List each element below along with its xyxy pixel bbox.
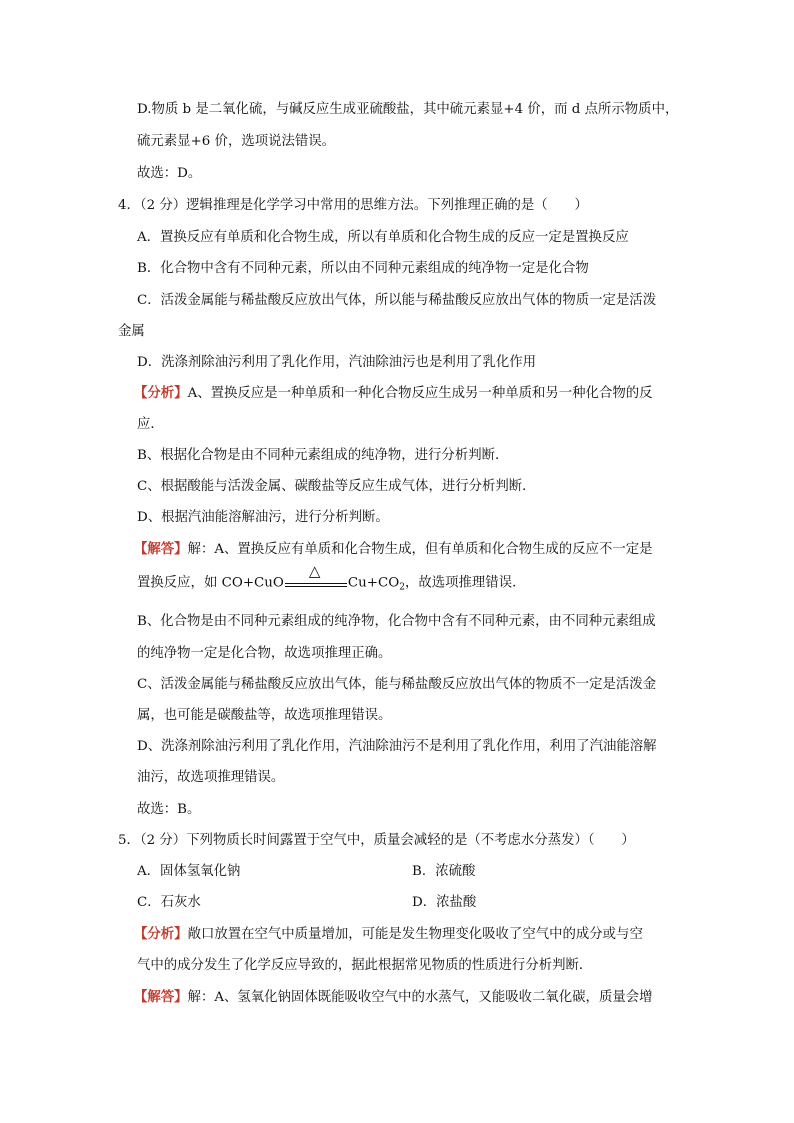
heat-condition: △ [308,562,321,580]
q4-solution-d-line2: 油污，故选项推理错误。 [137,770,285,785]
q5-solution-line1 [134,989,653,1007]
q4-solution-a-line1 [134,541,653,559]
q5-analysis-line2: 气中的成分发生了化学反应导致的，据此根据常见物质的性质进行分析判断． [137,958,593,973]
q5-analysis-line1 [134,926,643,944]
q4-stem: 4．（2 分）逻辑推理是化学学习中常用的思维方法。下列推理正确的是（ ） [118,198,588,213]
q3-answer: 故选：D。 [137,166,202,181]
q4-solution-b-line1: B、化合物是由不同种元素组成的纯净物，化合物中含有不同种元素，由不同种元素组成 [137,614,656,629]
q4-option-a: A．置换反应有单质和化合物生成，所以有单质和化合物生成的反应一定是置换反应 [137,230,629,245]
q5-option-a: A．固体氢氧化钠 [137,864,241,879]
q5-option-d: D．浓盐酸 [412,895,477,910]
q3-option-d-line2: 硫元素显+6 价，选项说法错误。 [137,134,336,149]
solution-text: 解：A、氢氧化钠固体既能吸收空气中的水蒸气，又能吸收二氧化碳，质量会增 [187,990,653,1005]
q4-solution-c-line1: C、活泼金属能与稀盐酸反应放出气体，能与稀盐酸反应放出气体的物质不一定是活泼金 [137,677,657,692]
analysis-tag: 【分析】 [134,927,188,942]
equation-products: Cu+CO [347,575,400,591]
q4-solution-b-line2: 的纯净物一定是化合物，故选项推理正确。 [137,646,392,661]
heating-arrow [285,562,347,592]
solution-a-text: 解：A、置换反应有单质和化合物生成，但有单质和化合物生成的反应不一定是 [187,542,653,557]
equation-reactants: 置换反应，如 CO+CuO [137,575,284,591]
q4-analysis-a-line1 [134,385,653,403]
q5-stem: 5．（2 分）下列物质长时间露置于空气中，质量会减轻的是（不考虑水分蒸发）（ ） [118,833,635,848]
q4-analysis-d: D、根据汽油能溶解油污，进行分析判断。 [137,510,389,525]
q4-option-c-line1: C．活泼金属能与稀盐酸反应放出气体，所以能与稀盐酸反应放出气体的物质一定是活泼 [137,293,657,308]
equation-subscript: 2 [399,582,405,593]
q4-solution-d-line1: D、洗涤剂除油污利用了乳化作用，汽油除油污不是利用了乳化作用，利用了汽油能溶解 [137,739,657,754]
q4-analysis-c: C、根据酸能与活泼金属、碳酸盐等反应生成气体，进行分析判断． [137,479,536,494]
q4-analysis-b: B、根据化合物是由不同种元素组成的纯净物，进行分析判断． [137,448,509,463]
q4-solution-a-line2 [137,562,526,597]
q4-analysis-a-line2: 应． [137,417,164,432]
q4-answer: 故选：B。 [137,802,201,817]
q4-option-b: B．化合物中含有不同种元素，所以由不同种元素组成的纯净物一定是化合物 [137,261,589,276]
q4-option-c-line2: 金属 [118,324,145,339]
q5-option-c: C．石灰水 [137,895,201,910]
q4-option-d: D．洗涤剂除油污利用了乳化作用，汽油除油污也是利用了乳化作用 [137,355,537,370]
analysis-a-text: A、置换反应是一种单质和一种化合物反应生成另一种单质和另一种化合物的反 [187,386,653,401]
solution-tag: 【解答】 [134,990,188,1005]
equation-conclusion: ，故选项推理错误． [404,575,526,591]
q3-option-d-line1: D.物质 b 是二氧化硫，与碱反应生成亚硫酸盐，其中硫元素显+4 价，而 d 点所示物质中， [137,102,679,117]
q5-option-b: B．浓硫酸 [412,864,476,879]
analysis-text: 敞口放置在空气中质量增加，可能是发生物理变化吸收了空气中的成分或与空 [187,927,643,942]
analysis-tag: 【分析】 [134,386,188,401]
solution-tag: 【解答】 [134,542,188,557]
q4-solution-c-line2: 属，也可能是碳酸盐等，故选项推理错误。 [137,708,392,723]
